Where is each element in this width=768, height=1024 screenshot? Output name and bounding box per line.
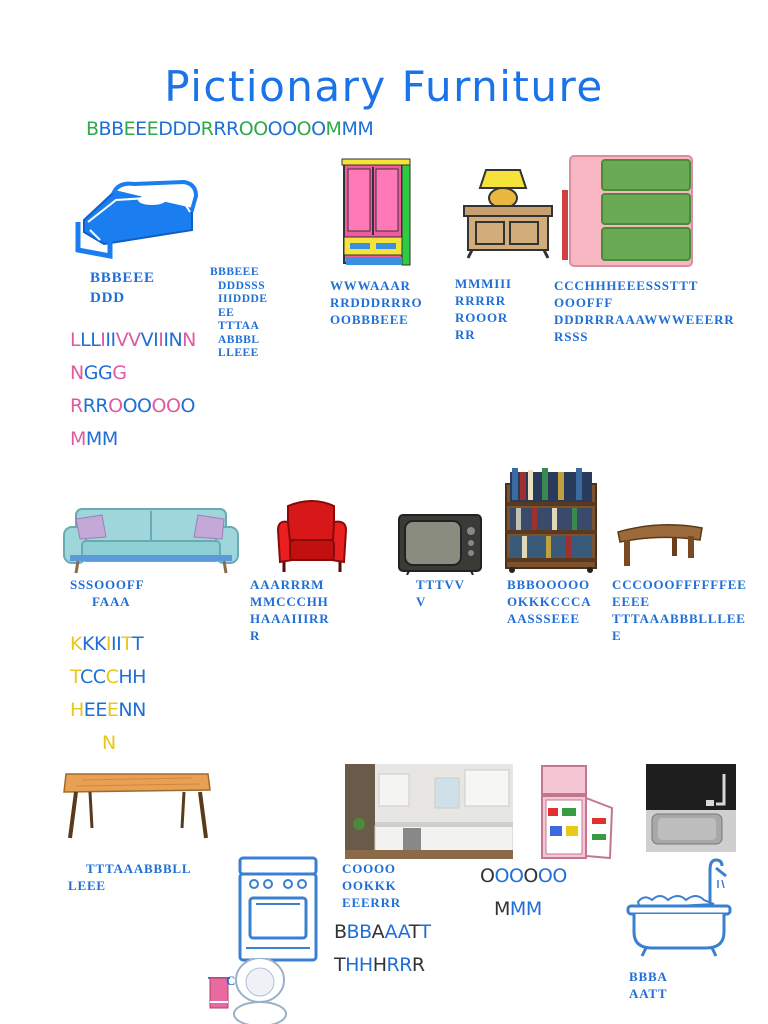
label-bed: BBBEEE DDD — [90, 270, 155, 306]
label-sofa: SSSOOOFF FAAA — [70, 577, 145, 609]
heading-line: KKKIIITT — [70, 633, 144, 655]
heading-line: BBBEEEDDDRRROOOOOOMMM — [86, 118, 374, 140]
kitchen-photo — [345, 764, 513, 859]
heading-line: THHHRRR — [334, 954, 425, 976]
bathtub-icon — [626, 856, 732, 958]
heading-line: MMM — [494, 898, 542, 920]
heading-line: NGGG — [70, 362, 127, 384]
toilet-icon — [232, 958, 288, 1024]
section-heading-bedroom — [86, 116, 373, 142]
label-table: TTTAAABBBLL LEEE — [68, 861, 192, 893]
label-wardrobe: WWWAAAR RRDDDRRRO OOBBBEEE — [330, 278, 423, 327]
bed-icon — [74, 180, 198, 260]
chest-of-drawers-icon — [562, 152, 696, 270]
heading-line: N — [102, 732, 116, 754]
armchair-icon — [274, 500, 350, 574]
label-cooker: COOOO OOKKK EEERRR — [342, 861, 401, 910]
heading-line: BBBAAATT — [334, 921, 431, 943]
sink-photo — [646, 764, 736, 852]
page-title: Pictionary Furniture — [164, 62, 604, 111]
cooker-icon — [236, 856, 320, 964]
label-bookcase: BBBOOOOO OKKKCCCA AASSSEEE — [507, 577, 592, 626]
label-tv: TTTVV V — [416, 577, 465, 609]
heading-line: MMM — [70, 428, 118, 450]
tv-icon — [397, 513, 483, 575]
table-icon — [62, 768, 212, 840]
heading-line: HEEENN — [70, 699, 146, 721]
label-bath: BBBA AATT — [629, 969, 668, 1001]
heading-line: OOOOOO — [480, 865, 567, 887]
label-chest-of-drawers: CCCHHHEEESSSTTT OOOFFF DDDRRRAAAWWWEEERR RSSS — [554, 278, 735, 344]
bookcase-icon — [502, 466, 600, 574]
bedroom-word — [480, 860, 567, 926]
section-heading-living-room — [70, 324, 196, 456]
heading-line: RRROOOOOO — [70, 395, 195, 417]
label-armchair: AAARRRM MMCCCHH HAAAIIIRR R — [250, 577, 330, 643]
heading-line: TCCCHH — [70, 666, 146, 688]
label-bedside-table: BBBEEE DDDSSS IIIDDDE EE TTTAA ABBBL LLEEE — [210, 266, 268, 359]
heading-line: LLLIIIVVVIIINN — [70, 329, 196, 351]
sofa-icon — [62, 505, 240, 575]
label-lamp: MMMIII RRRRR ROOOR RR — [455, 276, 512, 342]
fridge-icon — [538, 764, 618, 862]
coffee-table-icon — [614, 522, 706, 570]
lamp-icon — [458, 166, 556, 260]
wardrobe-icon — [340, 157, 412, 269]
label-toilet: C — [226, 973, 237, 988]
section-heading-bathroom — [334, 916, 431, 982]
section-heading-kitchen — [70, 628, 146, 760]
label-coffee-table: CCCOOOFFFFFFEE EEEE TTTAAABBBLLLEE E — [612, 577, 747, 643]
